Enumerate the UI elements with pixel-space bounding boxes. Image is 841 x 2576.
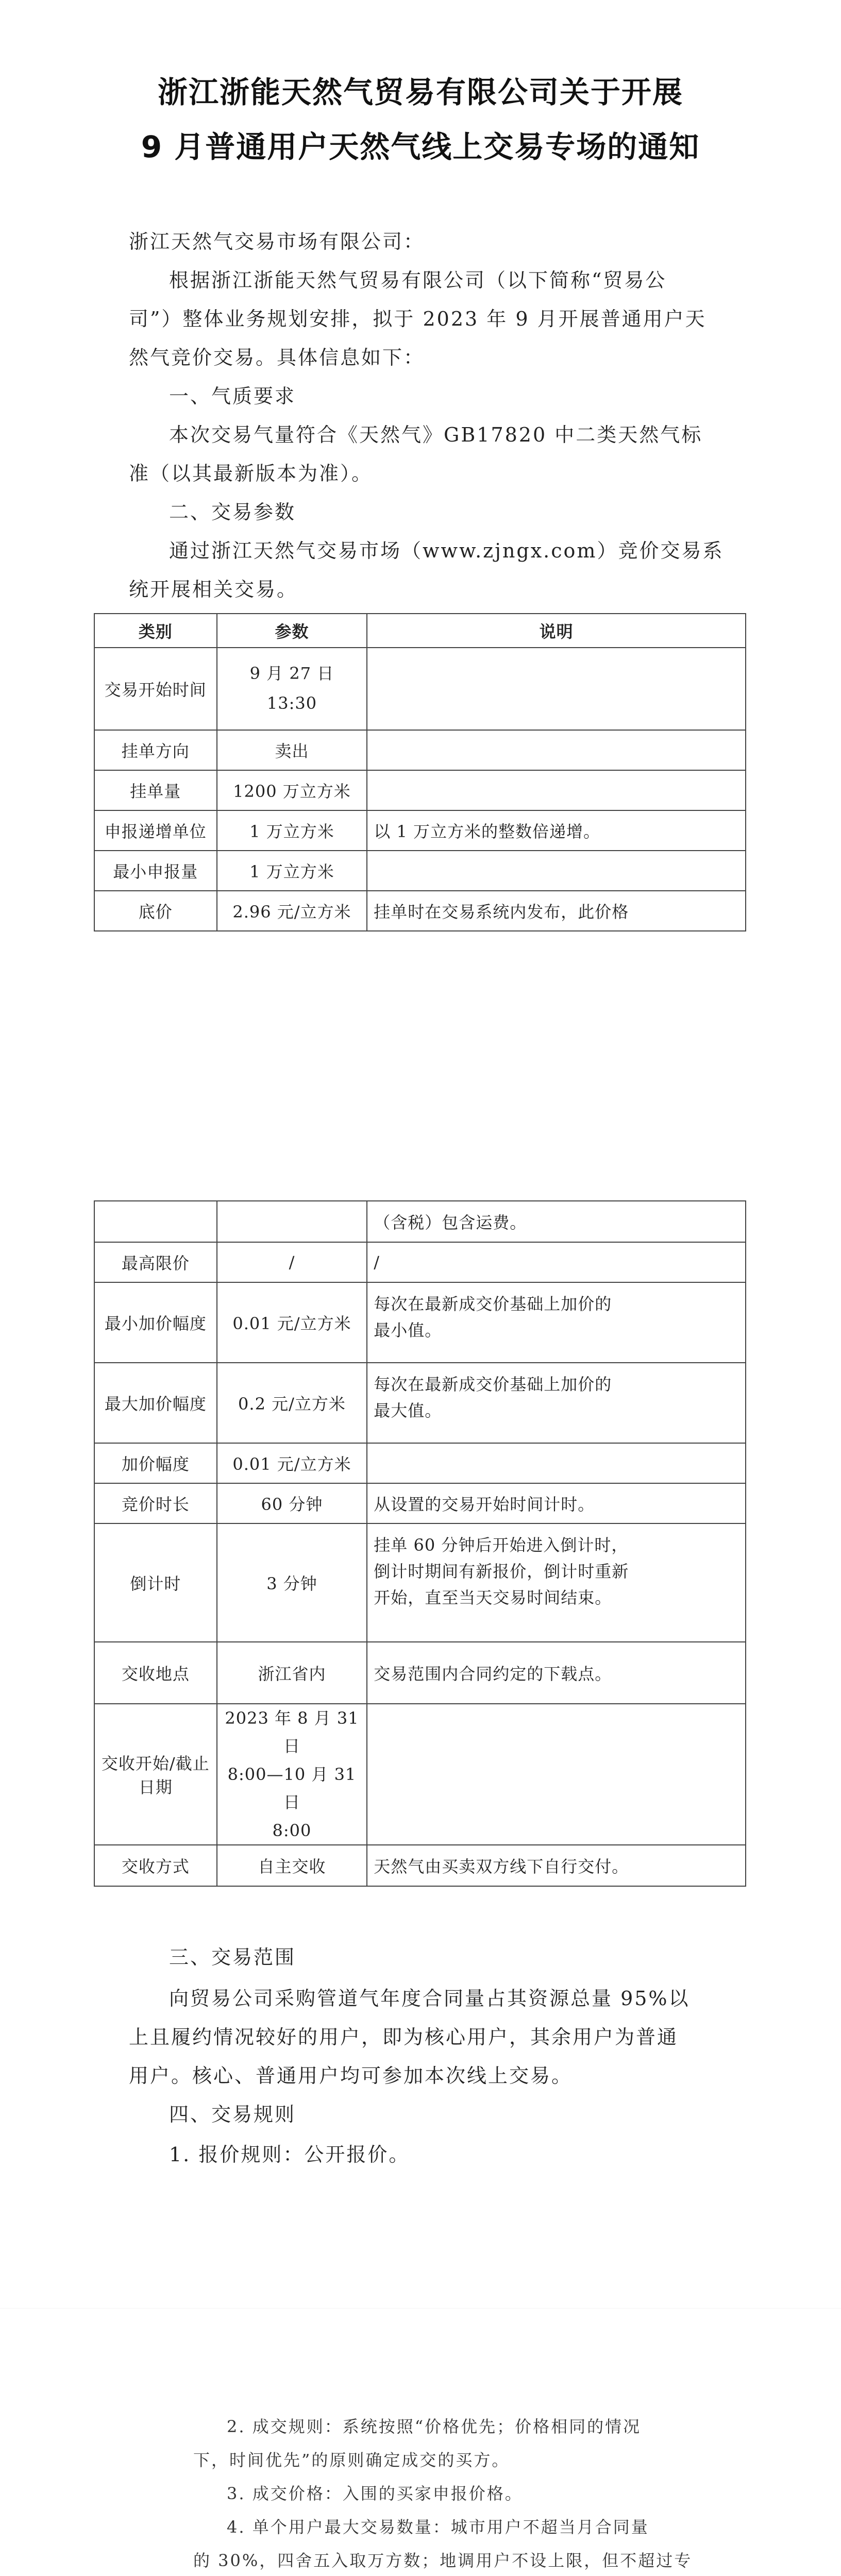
cell-description: 交易范围内合同约定的下载点。 bbox=[367, 1642, 746, 1704]
cell-description: 每次在最新成交价基础上加价的 最小值。 bbox=[367, 1282, 746, 1363]
cell-category: 最小申报量 bbox=[94, 851, 217, 891]
intro-paragraph-line2: 司”）整体业务规划安排，拟于 2023 年 9 月开展普通用户天 bbox=[129, 308, 707, 330]
cell-category: 倒计时 bbox=[94, 1523, 217, 1642]
table-row bbox=[94, 1523, 746, 1642]
cell-description bbox=[367, 1443, 746, 1483]
page-2 bbox=[0, 1175, 841, 2102]
cell-category: 最高限价 bbox=[94, 1242, 217, 1282]
table-row bbox=[94, 770, 746, 810]
cell-description: / bbox=[367, 1242, 746, 1282]
section1-heading: 一、气质要求 bbox=[169, 385, 296, 408]
section2-heading: 二、交易参数 bbox=[169, 501, 296, 523]
addressee: 浙江天然气交易市场有限公司： bbox=[129, 230, 425, 253]
cell-description bbox=[367, 851, 746, 891]
cell-description: 挂单 60 分钟后开始进入倒计时， 倒计时期间有新报价，倒计时重新 开始，直至当天交易时间结束。 bbox=[367, 1523, 746, 1642]
cell-description: 从设置的交易开始时间计时。 bbox=[367, 1483, 746, 1523]
section3-heading: 三、交易范围 bbox=[169, 1946, 296, 1969]
rule-2-line1: 2. 成交规则：系统按照“价格优先；价格相同的情况 bbox=[227, 2417, 642, 2436]
cell-parameter: 浙江省内 bbox=[217, 1642, 367, 1704]
cell-parameter: 9 月 27 日 13:30 bbox=[217, 648, 367, 730]
trade-parameters-table-part2 bbox=[94, 1200, 746, 1887]
cell-parameter: 0.2 元/立方米 bbox=[217, 1363, 367, 1443]
cell-category: 交易开始时间 bbox=[94, 648, 217, 730]
table-row bbox=[94, 1363, 746, 1443]
section2-line2: 统开展相关交易。 bbox=[129, 578, 298, 601]
cell-category: 交收地点 bbox=[94, 1642, 217, 1704]
table-row bbox=[94, 648, 746, 730]
header-category: 类别 bbox=[94, 614, 217, 648]
page-2-continued bbox=[0, 2102, 841, 2226]
section1-line2: 准（以其最新版本为准）。 bbox=[129, 462, 373, 485]
page-3 bbox=[0, 2318, 841, 2576]
header-description: 说明 bbox=[367, 614, 746, 648]
table-row bbox=[94, 1642, 746, 1704]
document-title-line1: 浙江浙能天然气贸易有限公司关于开展 bbox=[157, 75, 683, 110]
cell-parameter: 60 分钟 bbox=[217, 1483, 367, 1523]
cell-parameter: / bbox=[217, 1242, 367, 1282]
cell-parameter: 2.96 元/立方米 bbox=[217, 891, 367, 931]
cell-parameter: 1 万立方米 bbox=[217, 851, 367, 891]
cell-description: 天然气由买卖双方线下自行交付。 bbox=[367, 1845, 746, 1886]
table-row bbox=[94, 1483, 746, 1523]
cell-category: 底价 bbox=[94, 891, 217, 931]
cell-category: 申报递增单位 bbox=[94, 810, 217, 851]
cell-description: （含税）包含运费。 bbox=[367, 1201, 746, 1242]
cell-parameter: 0.01 元/立方米 bbox=[217, 1443, 367, 1483]
cell-parameter: 0.01 元/立方米 bbox=[217, 1282, 367, 1363]
page-break bbox=[0, 2308, 841, 2309]
cell-description: 挂单时在交易系统内发布，此价格 bbox=[367, 891, 746, 931]
cell-parameter: 自主交收 bbox=[217, 1845, 367, 1886]
rule-4-line2: 的 30%，四舍五入取万方数；地调用户不设上限，但不超过专 bbox=[193, 2551, 693, 2570]
document-title-line2: 9 月普通用户天然气线上交易专场的通知 bbox=[141, 129, 700, 164]
cell-description bbox=[367, 770, 746, 810]
table-row bbox=[94, 1282, 746, 1363]
table-row bbox=[94, 1201, 746, 1242]
rule-1: 1. 报价规则：公开报价。 bbox=[169, 2143, 410, 2166]
section2-line1: 通过浙江天然气交易市场（www.zjngx.com）竞价交易系 bbox=[169, 539, 724, 562]
table-row bbox=[94, 1242, 746, 1282]
table-row bbox=[94, 810, 746, 851]
cell-description: 每次在最新成交价基础上加价的 最大值。 bbox=[367, 1363, 746, 1443]
cell-category: 交收方式 bbox=[94, 1845, 217, 1886]
cell-category: 加价幅度 bbox=[94, 1443, 217, 1483]
intro-paragraph-line3: 然气竞价交易。具体信息如下： bbox=[129, 346, 425, 369]
page-1 bbox=[0, 0, 841, 1175]
rule-2-line2: 下，时间优先”的原则确定成交的买方。 bbox=[193, 2450, 510, 2470]
cell-parameter: 1 万立方米 bbox=[217, 810, 367, 851]
cell-category: 最大加价幅度 bbox=[94, 1363, 217, 1443]
header-parameter: 参数 bbox=[217, 614, 367, 648]
table-row bbox=[94, 891, 746, 931]
section4-heading: 四、交易规则 bbox=[169, 2103, 296, 2126]
table-row bbox=[94, 730, 746, 770]
table-row bbox=[94, 1704, 746, 1845]
cell-category: 竞价时长 bbox=[94, 1483, 217, 1523]
cell-category: 最小加价幅度 bbox=[94, 1282, 217, 1363]
table-row bbox=[94, 851, 746, 891]
cell-description bbox=[367, 648, 746, 730]
section3-line3: 用户。核心、普通用户均可参加本次线上交易。 bbox=[129, 2064, 573, 2087]
cell-description: 以 1 万立方米的整数倍递增。 bbox=[367, 810, 746, 851]
cell-parameter: 1200 万立方米 bbox=[217, 770, 367, 810]
section3-line1: 向贸易公司采购管道气年度合同量占其资源总量 95%以 bbox=[169, 1987, 690, 2010]
cell-parameter bbox=[217, 1201, 367, 1242]
cell-parameter: 卖出 bbox=[217, 730, 367, 770]
cell-category: 挂单方向 bbox=[94, 730, 217, 770]
cell-category: 挂单量 bbox=[94, 770, 217, 810]
intro-paragraph-line1: 根据浙江浙能天然气贸易有限公司（以下简称“贸易公 bbox=[169, 269, 667, 292]
cell-description bbox=[367, 1704, 746, 1845]
cell-description bbox=[367, 730, 746, 770]
table-row bbox=[94, 1443, 746, 1483]
table-header-row bbox=[94, 614, 746, 648]
rule-4-line1: 4. 单个用户最大交易数量：城市用户不超当月合同量 bbox=[227, 2517, 649, 2537]
section3-line2: 上且履约情况较好的用户，即为核心用户，其余用户为普通 bbox=[129, 2026, 679, 2048]
cell-category: 交收开始/截止日期 bbox=[94, 1704, 217, 1845]
cell-parameter: 3 分钟 bbox=[217, 1523, 367, 1642]
table-row bbox=[94, 1845, 746, 1886]
cell-category bbox=[94, 1201, 217, 1242]
rule-3: 3. 成交价格：入围的买家申报价格。 bbox=[227, 2484, 523, 2503]
trade-parameters-table-part1 bbox=[94, 613, 746, 931]
cell-parameter: 2023 年 8 月 31 日 8:00—10 月 31 日 8:00 bbox=[217, 1704, 367, 1845]
section1-line1: 本次交易气量符合《天然气》GB17820 中二类天然气标 bbox=[169, 423, 703, 446]
